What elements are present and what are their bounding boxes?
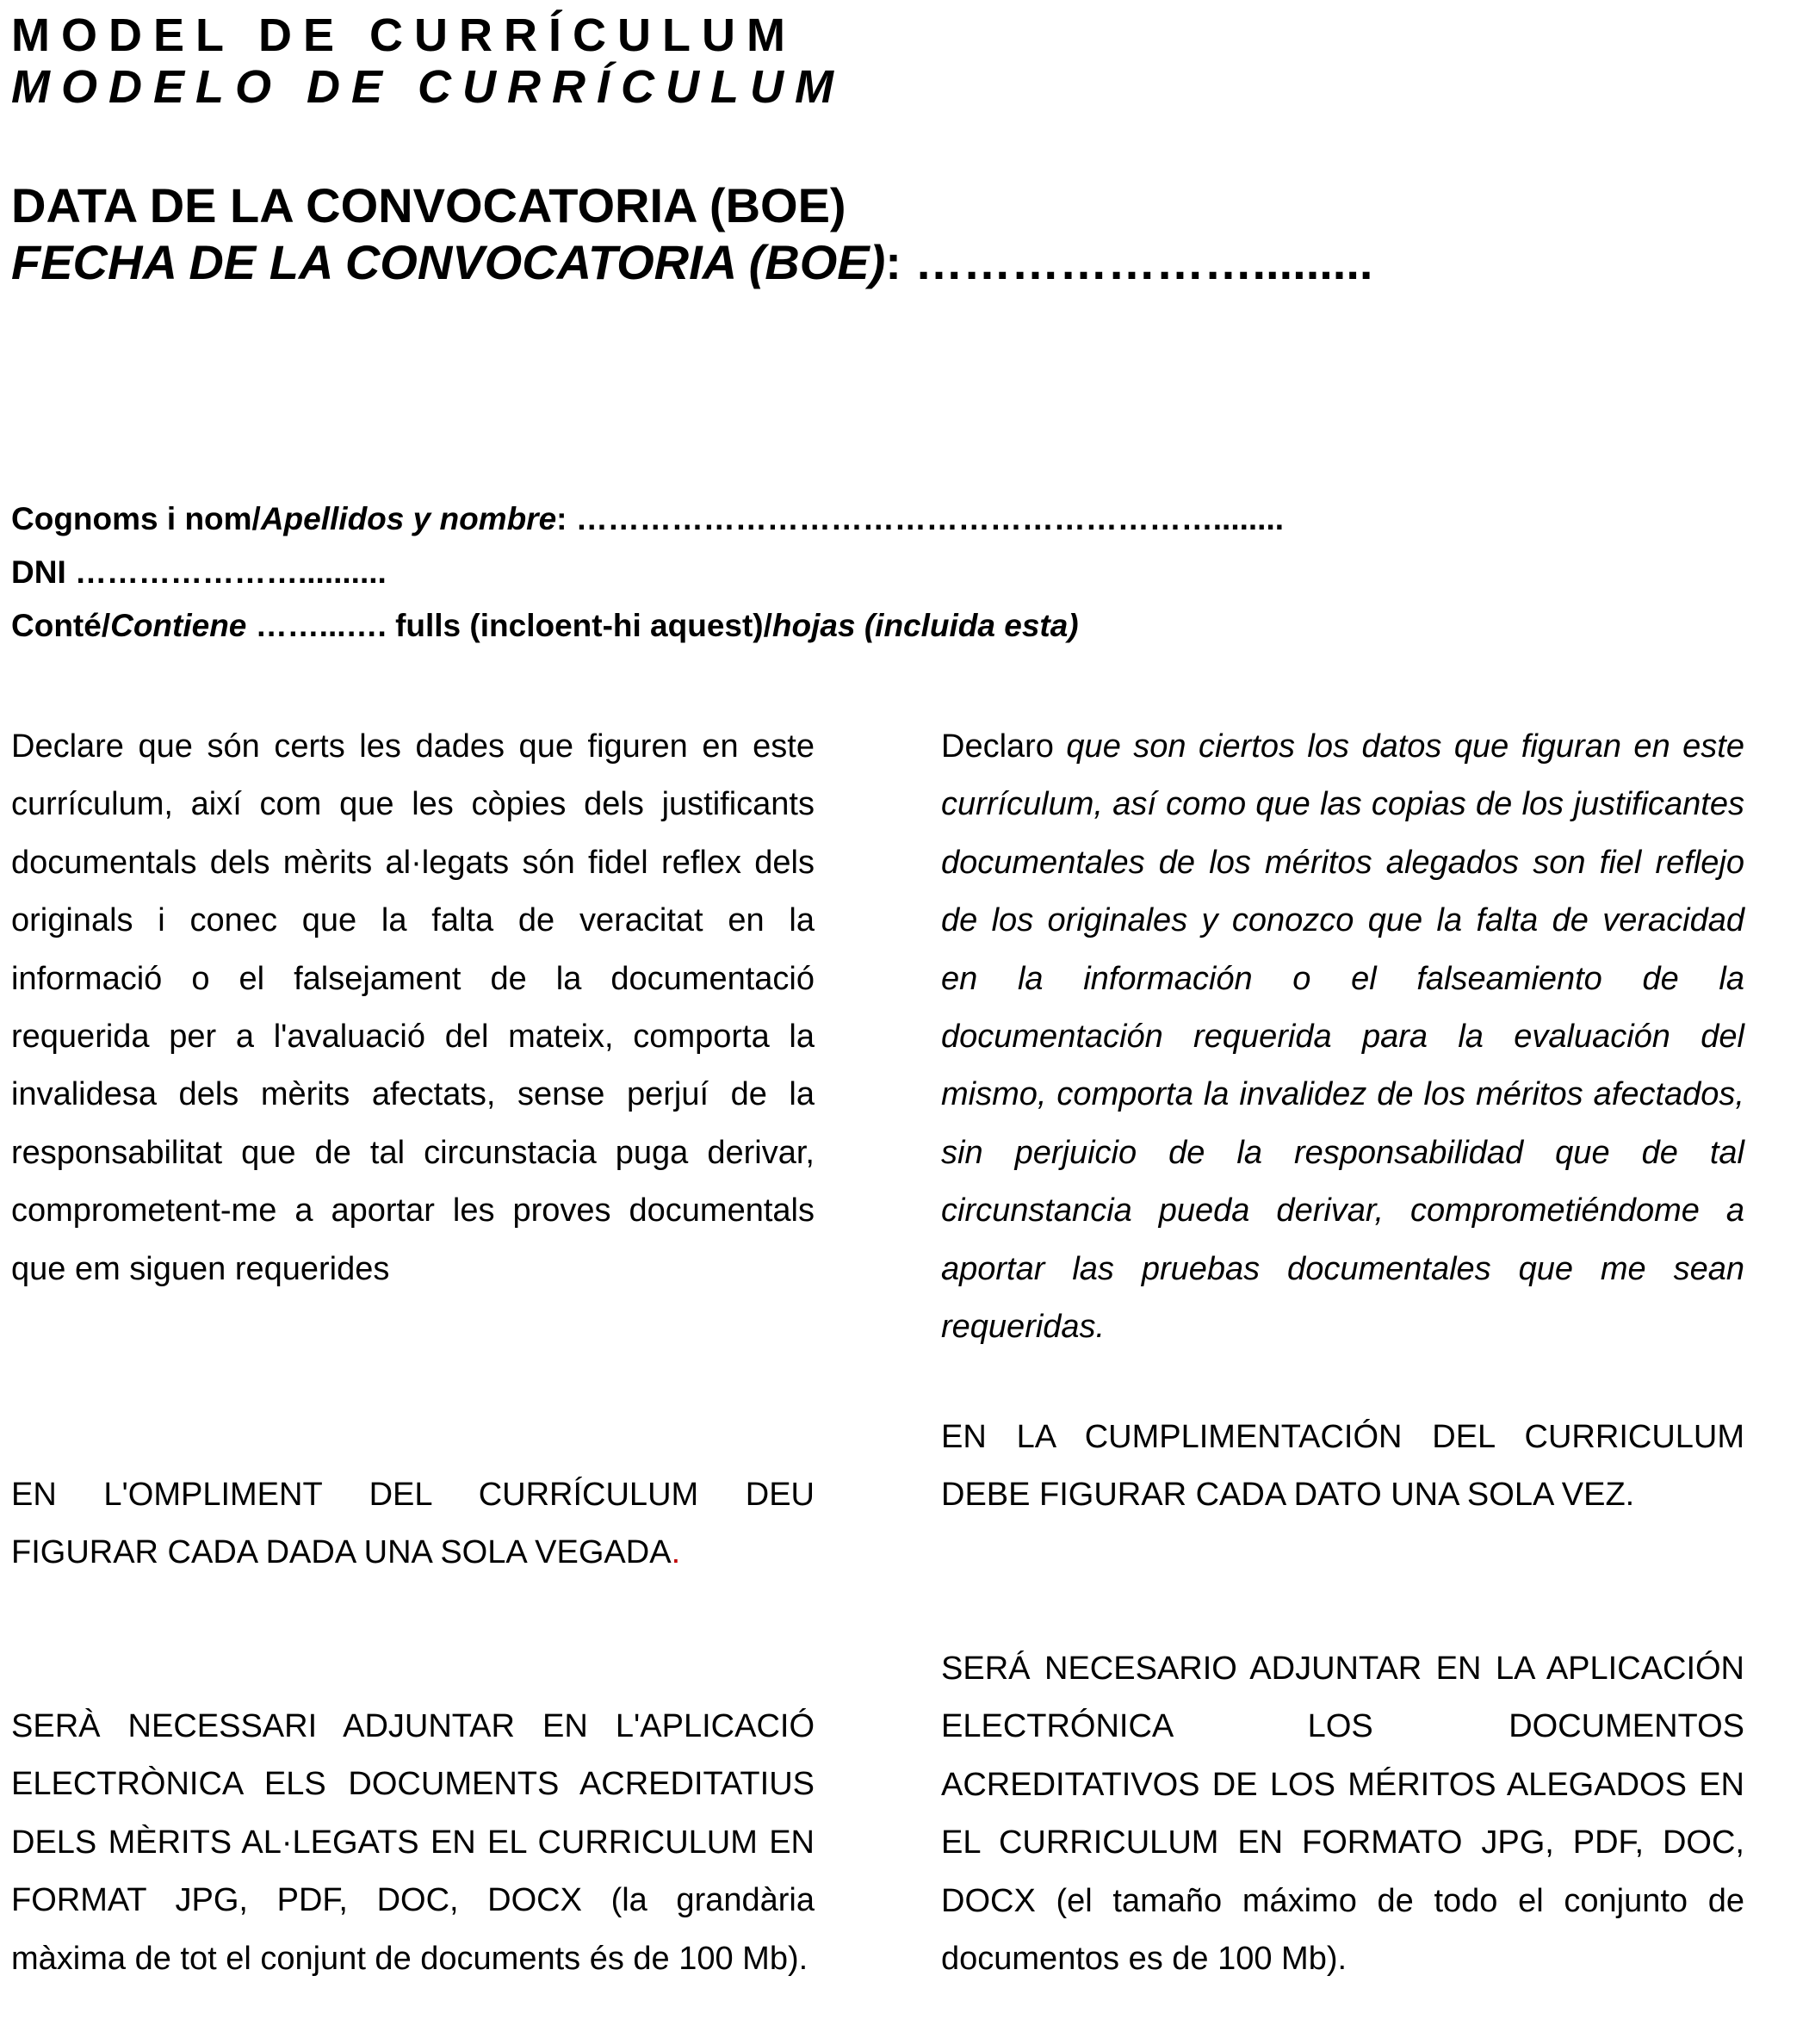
notice-attach-spanish: SERÁ NECESARIO ADJUNTAR EN LA APLICACIÓN ELECTRÓNICA LOS DOCUMENTOS ACREDITATIVOS DE LOS MÉRITOS ALEGADOS EN EL CURRICULUM EN FORMATO JPG, PDF, DOC, DOCX (el tamaño máximo de todo el conjunto de documentos es de 100 Mb).	[941, 1651, 1744, 1978]
declaration-spanish	[941, 718, 1744, 1356]
contains-dots: ……...…. fulls (incloent-hi aquest)/	[246, 608, 772, 643]
name-label-spanish: Apellidos y nombre	[260, 501, 557, 536]
contains-label-spanish: Contiene	[110, 608, 247, 643]
title-spanish: MODELO DE CURRÍCULUM	[11, 61, 845, 113]
title-catalan: MODEL DE CURRÍCULUM	[11, 9, 796, 61]
contains-spanish-tail: hojas (incluida esta)	[771, 608, 1079, 643]
convocatoria-date-dots: : ………………….........	[885, 235, 1373, 289]
contains-label-catalan: Conté/	[11, 608, 111, 643]
notice-attach-catalan: SERÀ NECESSARI ADJUNTAR EN L'APLICACIÓ ELECTRÒNICA ELS DOCUMENTS ACREDITATIUS DELS MÈRITS AL·LEGATS EN EL CURRICULUM EN FORMAT JPG, PDF, DOC, DOCX (la grandària màxima de tot el conjunt de documents és de 100 Mb).	[11, 1708, 815, 1977]
dni-field	[11, 553, 387, 592]
declaration-spanish-lead: Declaro	[941, 728, 1067, 765]
convocatoria-date-label-spanish-text: FECHA DE LA CONVOCATORIA (BOE)	[11, 235, 886, 289]
name-field	[11, 499, 1284, 539]
dni-label: DNI	[11, 554, 75, 590]
declaration-spanish-text: que son ciertos los datos que figuran en este currículum, así como que las copias de los justificantes documentales de los méritos alegados son fiel reflejo de los originales y conozco que la falta de veracidad en la información o el falseamiento de la documentación requerida para la evaluación del mismo, comporta la invalidez de los méritos afectados, sin perjuicio de la responsabilidad que de tal circunstancia pueda derivar, comprometiéndome a aportar las pruebas documentales que me sean requeridas.	[941, 728, 1744, 1346]
notice-once-catalan	[11, 1466, 815, 1583]
notice-once-spanish: EN LA CUMPLIMENTACIÓN DEL CURRICULUM DEBE FIGURAR CADA DATO UNA SOLA VEZ.	[941, 1419, 1744, 1514]
name-dots: : ……………………………………………………........	[556, 501, 1285, 536]
convocatoria-date-label-catalan: DATA DE LA CONVOCATORIA (BOE)	[11, 178, 846, 232]
declaration-catalan: Declare que són certs les dades que figuren en este currículum, així com que les còpies dels justificants documentals dels mèrits al·legats són fidel reflex dels originals i conec que la falta de veracitat en la informació o el falsejament de la documentació requerida per a l'avaluació del mateix, comporta la invalidesa dels mèrits afectats, sense perjuí de la responsabilitat que de tal circunstacia puga derivar, comprometent-me a aportar les proves documentals que em siguen requerides	[11, 728, 815, 1287]
notice-once-catalan-period: .	[671, 1534, 681, 1571]
sheet-count-field	[11, 606, 1079, 646]
dni-dots: …………………..........	[75, 554, 387, 590]
notice-once-catalan-text: EN L'OMPLIMENT DEL CURRÍCULUM DEU FIGURAR CADA DADA UNA SOLA VEGADA	[11, 1477, 815, 1571]
name-label-catalan: Cognoms i nom/	[11, 501, 261, 536]
convocatoria-date-label-spanish	[11, 234, 1372, 291]
